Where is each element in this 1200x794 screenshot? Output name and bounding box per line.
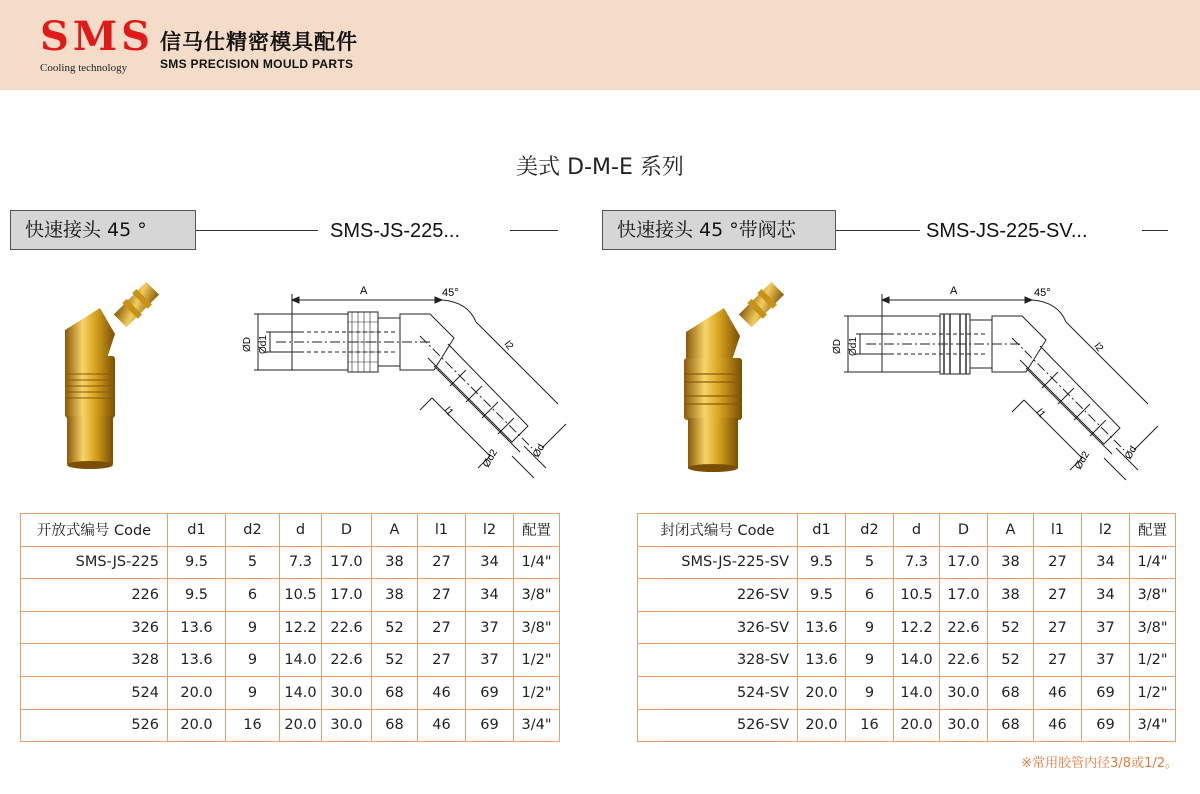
cell: 9 xyxy=(846,676,894,709)
cell: 13.6 xyxy=(798,611,846,644)
cell: 3/8" xyxy=(1130,611,1176,644)
product-line-1b xyxy=(510,230,558,231)
cell: 27 xyxy=(1034,579,1082,612)
col-code: 封闭式编号 Code xyxy=(638,514,798,547)
cell: 20.0 xyxy=(168,709,226,742)
cell: 30.0 xyxy=(940,709,988,742)
dim-a-label: A xyxy=(950,285,958,297)
logo-tagline: Cooling technology xyxy=(40,62,128,74)
cell: 9.5 xyxy=(798,546,846,579)
cell: 68 xyxy=(988,676,1034,709)
dim-d2-label: Ød2 xyxy=(481,447,501,470)
cell: 9 xyxy=(846,611,894,644)
cell-code: 526 xyxy=(21,709,168,742)
table-row xyxy=(638,676,1176,709)
cell: 17.0 xyxy=(940,579,988,612)
cell: 14.0 xyxy=(894,644,940,677)
cell: 9.5 xyxy=(168,579,226,612)
table-row xyxy=(638,546,1176,579)
col-d: d xyxy=(894,514,940,547)
dim-d-label: Ød xyxy=(531,442,548,460)
cell: 69 xyxy=(1082,709,1130,742)
cell: 38 xyxy=(372,579,418,612)
cell-code: SMS-JS-225 xyxy=(21,546,168,579)
cell: 52 xyxy=(372,644,418,677)
col-d1: d1 xyxy=(798,514,846,547)
product-line-2a xyxy=(836,230,920,231)
cell: 10.5 xyxy=(280,579,322,612)
cell-code: 328-SV xyxy=(638,644,798,677)
cell: 3/8" xyxy=(1130,579,1176,612)
cell: 46 xyxy=(1034,676,1082,709)
cell-code: 524 xyxy=(21,676,168,709)
cell: 1/2" xyxy=(1130,676,1176,709)
product-code-1: SMS-JS-225... xyxy=(330,220,461,242)
cell-code: 326 xyxy=(21,611,168,644)
cell: 46 xyxy=(418,676,466,709)
sms-logo xyxy=(40,13,155,78)
cell: 3/8" xyxy=(514,611,560,644)
cell: 37 xyxy=(466,644,514,677)
cell: 20.0 xyxy=(894,709,940,742)
cell-code: 524-SV xyxy=(638,676,798,709)
cell: 9.5 xyxy=(798,579,846,612)
table-row xyxy=(21,611,560,644)
spec-table-closed xyxy=(637,513,1176,742)
cell: 3/8" xyxy=(514,579,560,612)
cell: 37 xyxy=(1082,644,1130,677)
cell: 1/2" xyxy=(1130,644,1176,677)
col-l2: l2 xyxy=(466,514,514,547)
product-label-2: 快速接头 45 °带阀芯 xyxy=(602,210,836,250)
cell: 27 xyxy=(418,611,466,644)
col-d2: d2 xyxy=(226,514,280,547)
product-line-1a xyxy=(196,230,318,231)
cell: 68 xyxy=(372,676,418,709)
cell: 27 xyxy=(1034,611,1082,644)
cell-code: 226 xyxy=(21,579,168,612)
cell: 52 xyxy=(988,644,1034,677)
cell: 37 xyxy=(466,611,514,644)
product-line-2b xyxy=(1142,230,1168,231)
cell: 16 xyxy=(846,709,894,742)
cell: 37 xyxy=(1082,611,1130,644)
dim-d2-label: Ød2 xyxy=(1073,449,1093,472)
cell: 12.2 xyxy=(280,611,322,644)
page-header xyxy=(0,0,1200,90)
cell: 20.0 xyxy=(168,676,226,709)
cell: 20.0 xyxy=(798,676,846,709)
cell: 30.0 xyxy=(322,676,372,709)
cell: 9 xyxy=(226,611,280,644)
series-title: 美式 D-M-E 系列 xyxy=(516,155,684,180)
cell: 22.6 xyxy=(940,611,988,644)
cell: 17.0 xyxy=(940,546,988,579)
dim-l1-label: l1 xyxy=(441,405,456,418)
dim-d1-label: Ød1 xyxy=(848,337,859,356)
logo-mark: SMS xyxy=(40,13,155,60)
cell: 22.6 xyxy=(322,611,372,644)
table-row xyxy=(638,644,1176,677)
cell: 52 xyxy=(988,611,1034,644)
cell: 68 xyxy=(372,709,418,742)
cell: 6 xyxy=(846,579,894,612)
col-config: 配置 xyxy=(1130,514,1176,547)
table-header-row xyxy=(21,514,560,547)
cell: 9 xyxy=(846,644,894,677)
col-D: D xyxy=(322,514,372,547)
cell: 52 xyxy=(372,611,418,644)
dim-angle-label: 45° xyxy=(1034,287,1051,299)
table-row xyxy=(638,709,1176,742)
cell: 46 xyxy=(418,709,466,742)
cell-code: 526-SV xyxy=(638,709,798,742)
technical-drawing-2 xyxy=(820,278,1180,488)
cell: 27 xyxy=(418,546,466,579)
cell: 22.6 xyxy=(940,644,988,677)
cell: 46 xyxy=(1034,709,1082,742)
cell: 13.6 xyxy=(168,644,226,677)
dim-l1-label: l1 xyxy=(1033,407,1048,420)
product-code-2: SMS-JS-225-SV... xyxy=(926,220,1088,242)
cell: 14.0 xyxy=(280,676,322,709)
dim-angle-label: 45° xyxy=(442,287,459,299)
col-d2: d2 xyxy=(846,514,894,547)
cell: 20.0 xyxy=(280,709,322,742)
col-l1: l1 xyxy=(1034,514,1082,547)
col-d1: d1 xyxy=(168,514,226,547)
cell: 34 xyxy=(466,579,514,612)
col-A: A xyxy=(988,514,1034,547)
cell: 34 xyxy=(466,546,514,579)
cell: 14.0 xyxy=(894,676,940,709)
cell: 14.0 xyxy=(280,644,322,677)
dim-D-label: ØD xyxy=(832,339,843,354)
cell: 5 xyxy=(226,546,280,579)
dim-l2-label: l2 xyxy=(501,339,516,352)
col-A: A xyxy=(372,514,418,547)
dim-D-label: ØD xyxy=(242,337,253,352)
dim-d-label: Ød xyxy=(1123,444,1140,462)
fitting-photo-1 xyxy=(45,278,175,473)
cell: 27 xyxy=(1034,644,1082,677)
cell-code: SMS-JS-225-SV xyxy=(638,546,798,579)
cell: 5 xyxy=(846,546,894,579)
cell: 13.6 xyxy=(798,644,846,677)
cell: 20.0 xyxy=(798,709,846,742)
col-l1: l1 xyxy=(418,514,466,547)
cell: 30.0 xyxy=(322,709,372,742)
cell: 9 xyxy=(226,644,280,677)
col-d: d xyxy=(280,514,322,547)
cell: 1/2" xyxy=(514,644,560,677)
table-row xyxy=(21,709,560,742)
col-code: 开放式编号 Code xyxy=(21,514,168,547)
cell: 68 xyxy=(988,709,1034,742)
cell: 12.2 xyxy=(894,611,940,644)
table-row xyxy=(21,676,560,709)
table-row xyxy=(21,579,560,612)
cell-code: 326-SV xyxy=(638,611,798,644)
cell: 38 xyxy=(988,546,1034,579)
cell: 27 xyxy=(418,644,466,677)
cell: 9.5 xyxy=(168,546,226,579)
cell: 7.3 xyxy=(280,546,322,579)
cell: 27 xyxy=(1034,546,1082,579)
cell: 3/4" xyxy=(1130,709,1176,742)
table-row xyxy=(638,611,1176,644)
cell: 22.6 xyxy=(322,644,372,677)
cell: 16 xyxy=(226,709,280,742)
table-row xyxy=(638,579,1176,612)
dim-d1-label: Ød1 xyxy=(258,335,269,354)
product-label-1: 快速接头 45 ° xyxy=(10,210,196,250)
cell: 10.5 xyxy=(894,579,940,612)
cell: 34 xyxy=(1082,546,1130,579)
company-name-en: SMS PRECISION MOULD PARTS xyxy=(160,57,354,71)
cell: 17.0 xyxy=(322,579,372,612)
cell: 1/4" xyxy=(1130,546,1176,579)
col-l2: l2 xyxy=(1082,514,1130,547)
dim-l2-label: l2 xyxy=(1091,341,1106,354)
cell: 1/4" xyxy=(514,546,560,579)
cell: 9 xyxy=(226,676,280,709)
cell: 6 xyxy=(226,579,280,612)
dim-a-label: A xyxy=(360,285,368,297)
col-config: 配置 xyxy=(514,514,560,547)
technical-drawing-1 xyxy=(220,278,580,488)
cell: 13.6 xyxy=(168,611,226,644)
cell: 27 xyxy=(418,579,466,612)
cell-code: 226-SV xyxy=(638,579,798,612)
cell-code: 328 xyxy=(21,644,168,677)
cell: 1/2" xyxy=(514,676,560,709)
cell: 17.0 xyxy=(322,546,372,579)
table-row xyxy=(21,644,560,677)
cell: 38 xyxy=(372,546,418,579)
spec-table-open xyxy=(20,513,560,742)
footnote: ※常用胶管内径3/8或1/2。 xyxy=(1021,756,1178,771)
cell: 69 xyxy=(466,709,514,742)
cell: 34 xyxy=(1082,579,1130,612)
fitting-photo-2 xyxy=(668,278,798,478)
col-D: D xyxy=(940,514,988,547)
cell: 69 xyxy=(466,676,514,709)
cell: 38 xyxy=(988,579,1034,612)
cell: 3/4" xyxy=(514,709,560,742)
cell: 30.0 xyxy=(940,676,988,709)
company-name-cn: 信马仕精密模具配件 xyxy=(160,30,358,54)
cell: 7.3 xyxy=(894,546,940,579)
table-row xyxy=(21,546,560,579)
cell: 69 xyxy=(1082,676,1130,709)
table-header-row xyxy=(638,514,1176,547)
